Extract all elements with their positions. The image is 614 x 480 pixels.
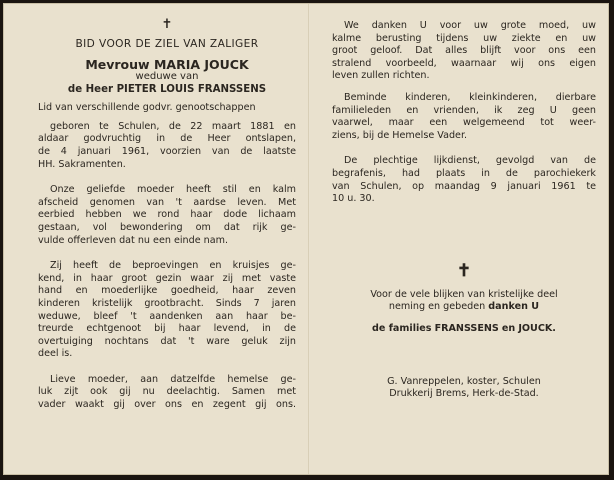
thanks-bold: danken U [488, 301, 540, 313]
text-line: weduwe, bleef 't aandenken aan haar be- [38, 310, 296, 322]
paragraph-thanks [332, 20, 596, 83]
husband-name [38, 83, 296, 96]
text-line: luk zijt ook gij nu deelachtig. Samen met [38, 386, 296, 398]
text-line: van Schulen, op maandag 9 januari 1961 te [332, 180, 596, 192]
acknowledgement [332, 289, 596, 336]
text-line: HH. Sakramenten. [38, 158, 126, 170]
text-line: kinderen kristelijk grootbracht. Sinds 7 jaren [38, 297, 296, 309]
text-line: kalme berusting tijdens uw ziekte en uw [332, 32, 596, 44]
prayer-title: BID VOOR DE ZIEL VAN ZALIGER [75, 38, 259, 50]
text-line: deel is. [38, 348, 73, 360]
husband-full-name: PIETER LOUIS FRANSSENS [116, 84, 267, 96]
family-name-jouck: JOUCK. [518, 322, 556, 334]
text-line: kend, in haar groot gezin waar zij met vaste [38, 272, 296, 284]
text-line: G. Vanreppelen, koster, Schulen [387, 375, 541, 387]
text-line [332, 301, 596, 314]
text-line: afscheid genomen van 't aardse leven. Met [38, 196, 296, 208]
memorial-card [3, 3, 609, 475]
text-line: Drukkerij Brems, Herk-de-Stad. [389, 388, 539, 400]
cross-icon: ✝ [456, 260, 472, 281]
right-page [310, 4, 610, 474]
text-line: leven zullen richten. [332, 70, 430, 82]
text-line: hand en moederlijke goedheid, haar zeven [38, 285, 296, 297]
families-conjunction: en [501, 322, 516, 334]
text-line: treurde echtgenoot bij haar levend, in de [38, 323, 296, 335]
husband-prefix: de Heer [67, 84, 114, 96]
text-line: Lieve moeder, aan datzelfde hemelse ge- [50, 373, 296, 385]
text-line: gestaan, vol bewondering om dat rijk ge- [38, 221, 296, 233]
text-line: familieleden en vrienden, ik zeg U geen [332, 104, 596, 116]
paragraph-life [38, 260, 296, 361]
paragraph-mother [38, 374, 296, 412]
text-line: aldaar godvruchtig in de Heer ontslapen, [38, 133, 296, 145]
text-line: 10 u. 30. [332, 193, 375, 205]
cross-icon: ✝ [161, 17, 173, 32]
text-line: ziens, bij de Hemelse Vader. [332, 129, 468, 141]
text-line: We danken U voor uw grote moed, uw [344, 20, 596, 31]
text-line: geboren te Schulen, de 22 maart 1881 en [50, 120, 296, 132]
families-line [332, 323, 596, 336]
text-line: Onze geliefde moeder heeft stil en kalm [50, 184, 296, 196]
printer-info [332, 376, 596, 401]
deceased-prefix: Mevrouw [85, 56, 150, 72]
families-prefix: de families [372, 322, 432, 334]
text-line: overtuiging nochtans dat 't ware geluk zijn [38, 335, 296, 347]
text-line: eerbied hebben we rond haar dode lichaam [38, 209, 296, 221]
text-line: groot geloof. Dat alles blijft voor ons een [332, 45, 596, 57]
text-line: stralend voorbeeld, waarnaar wij ons eigen [332, 57, 596, 69]
text-line: Beminde kinderen, kleinkinderen, dierbare [344, 91, 596, 103]
birth-paragraph [38, 121, 296, 171]
text-line: vulde offerleven dat nu een einde nam. [38, 234, 229, 246]
widow-of: weduwe van [135, 71, 199, 83]
text-line: Voor de vele blijken van kristelijke deel [370, 288, 558, 300]
text-line: de 4 januari 1961, voorzien van de laatste [38, 145, 296, 157]
paragraph-funeral [332, 155, 596, 205]
paragraph-family [332, 92, 596, 142]
membership-line: Lid van verschillende godvr. genootschappen [38, 102, 256, 114]
left-page [4, 4, 308, 474]
thanks-text: neming en gebeden [388, 301, 486, 313]
paragraph-farewell [38, 184, 296, 247]
deceased-full-name: MARIA JOUCK [153, 56, 249, 72]
text-line: vader waakt gij over ons en zegent gij ons. [38, 399, 296, 411]
text-line: De plechtige lijkdienst, gevolgd van de [344, 155, 596, 167]
text-line: begrafenis, had plaats in de parochiekerk [332, 167, 596, 179]
family-name-franssens: FRANSSENS [434, 322, 499, 334]
text-line: Zij heeft de beproevingen en kruisjes ge- [50, 260, 296, 272]
deceased-name [38, 56, 296, 72]
text-line: vaarwel, maar een welgemeend tot weer- [332, 117, 596, 129]
